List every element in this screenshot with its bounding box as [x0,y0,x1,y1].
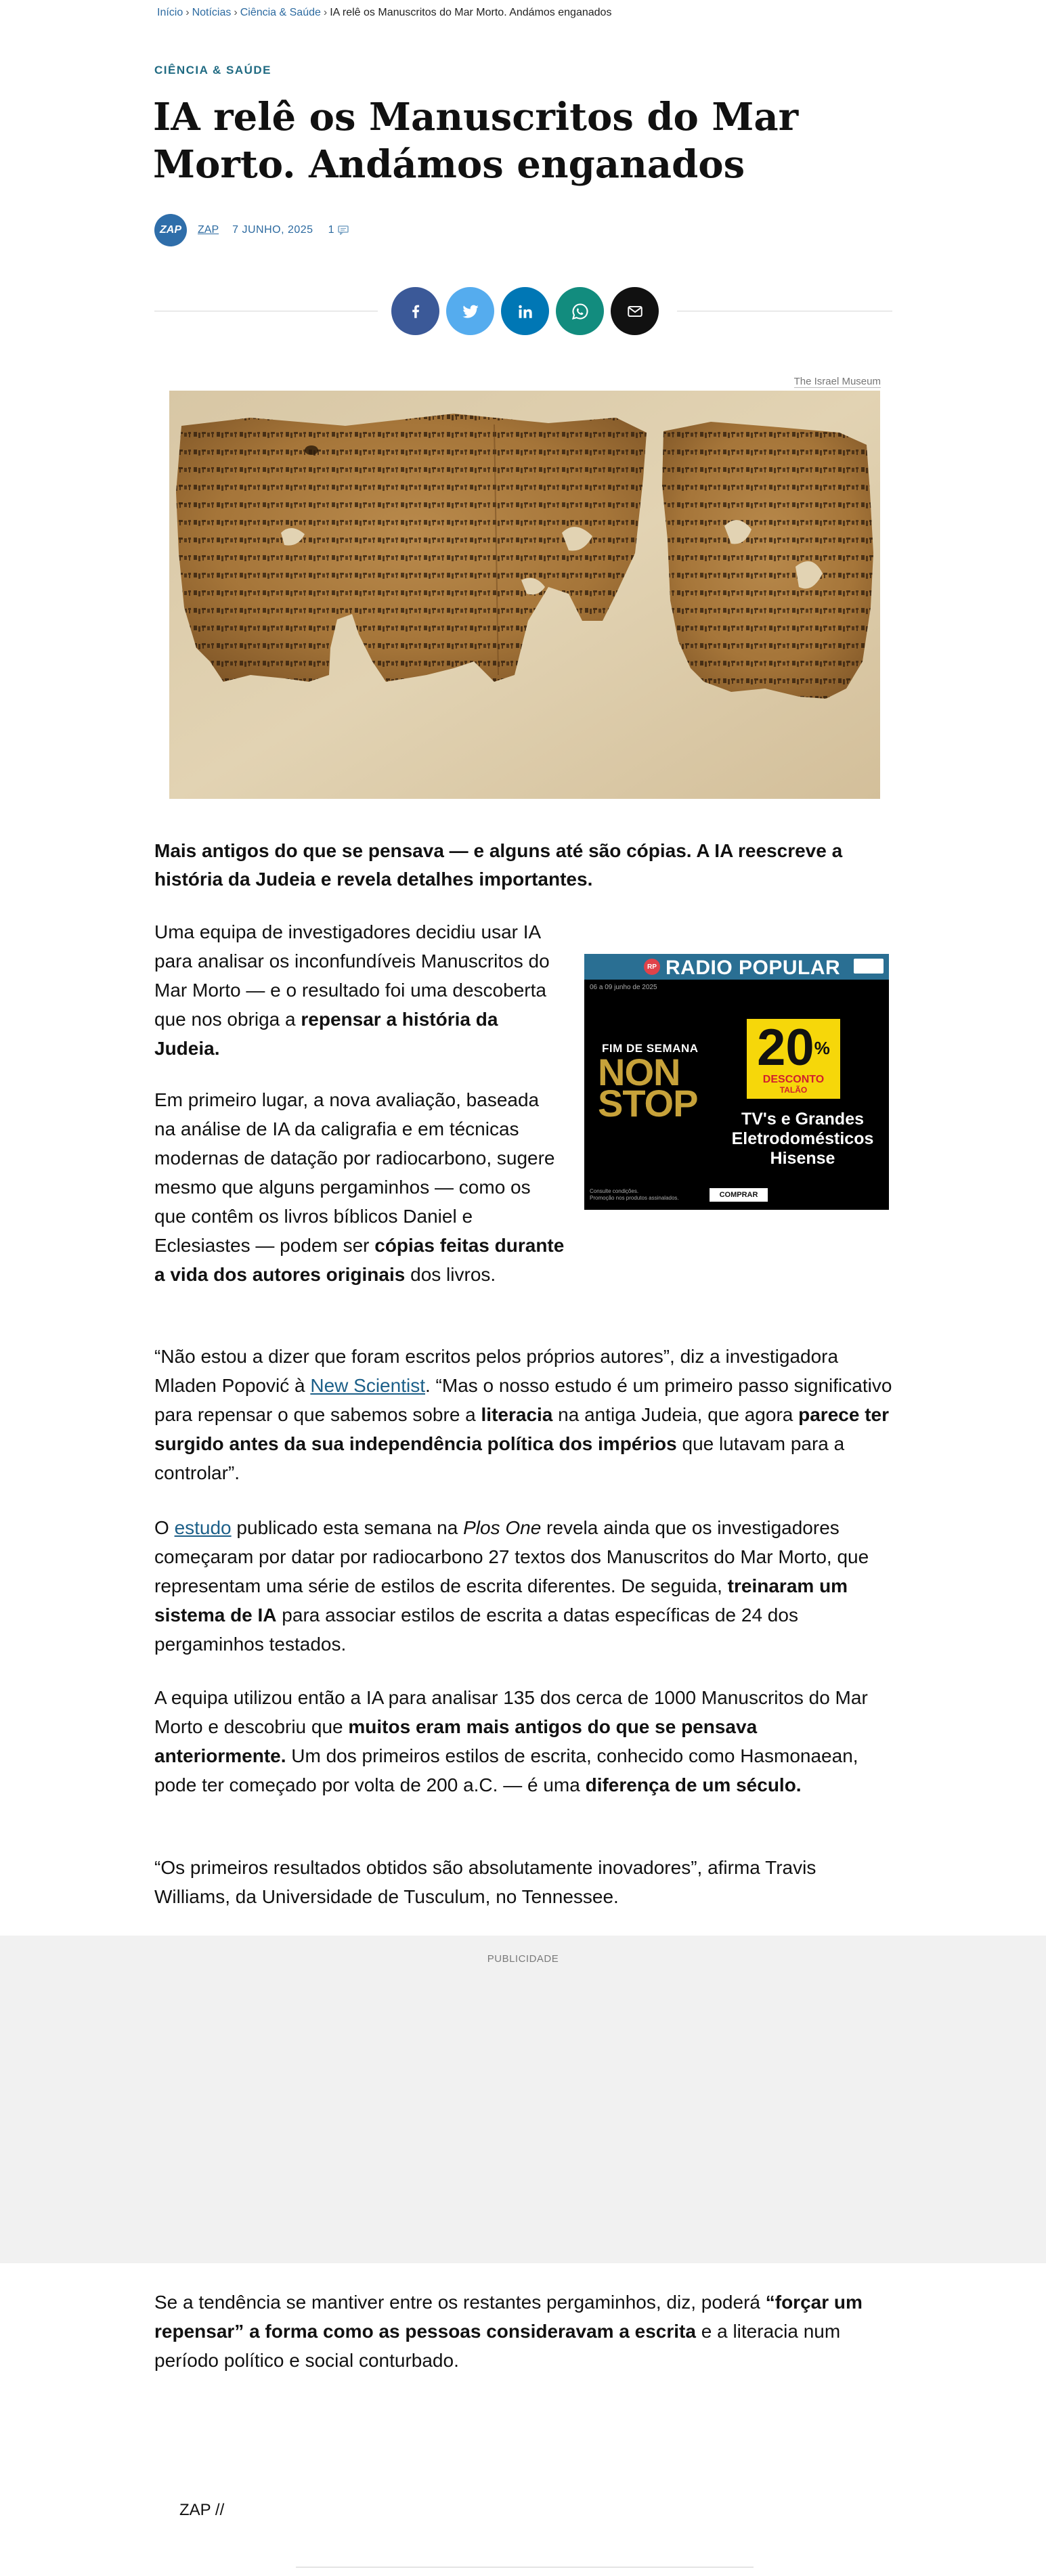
paragraph-text: A equipa utilizou então a IA para analisar 135 dos cerca de 1000 Manuscritos do Mar Morto e descobriu que [154,1687,868,1737]
share-twitter-button[interactable] [446,287,494,335]
ad-nonstop-logo [598,1051,698,1125]
breadcrumb-current: IA relê os Manuscritos do Mar Morto. Andámos enganados [330,7,612,18]
share-linkedin-button[interactable] [501,287,549,335]
comments-link[interactable] [328,224,349,236]
ad-offer-brand: Hisense [770,1149,835,1168]
ad-discount-label-2: TALÃO [779,1085,808,1095]
ad-offer-line: TV's e Grandes [741,1110,865,1129]
article-byline [154,214,349,246]
paragraph-text: Um dos primeiros estilos de escrita, conhecido como Hasmonaean, pode ter começado por volta de 200 a.C. — é uma [154,1745,858,1795]
article-paragraph [154,1513,892,1659]
paragraph-emphasis: cópias feitas durante a vida dos autores originais [154,1235,565,1285]
paragraph-text: revela ainda que os investigadores começaram por datar por radiocarbono 27 textos dos Manuscritos do Mar Morto, que representam uma série de estilos de escrita diferentes. De seguida, [154,1517,869,1596]
share-email-button[interactable] [611,287,659,335]
ad-discount-label: DESCONTO [762,1074,825,1085]
article-paragraph [154,917,565,1063]
paragraph-text: dos livros. [405,1264,496,1285]
ad-discount-value: 20 [757,1019,814,1076]
breadcrumb-home-link[interactable]: Início [157,7,183,18]
divider [296,2567,754,2568]
ad-offer-line: Eletrodomésticos [731,1129,874,1148]
linkedin-icon [517,303,534,320]
share-bar [154,287,892,336]
paragraph-text: publicado esta semana na [231,1517,464,1538]
ad-brand-name: RADIO POPULAR [666,957,841,979]
breadcrumb-separator: › [234,7,238,18]
breadcrumb-news-link[interactable]: Notícias [192,7,232,18]
paragraph-text: e a literacia num período político e social conturbado. [154,2321,841,2371]
paragraph-text: Uma equipa de investigadores decidiu usar IA para analisar os inconfundíveis Manuscritos do Mar Morto — e o resultado foi uma descoberta que nos obriga a [154,921,550,1030]
journal-name: Plos One [463,1517,542,1538]
article-lead: Mais antigos do que se pensava — e alguns até são cópias. A IA reescreve a história da Judeia e revela detalhes importantes. [154,840,843,890]
breadcrumb-separator: › [186,7,190,18]
ad-fine-print-line: Promoção nos produtos assinalados. [590,1195,679,1201]
study-link[interactable]: estudo [174,1517,232,1538]
breadcrumb-separator: › [323,7,328,18]
paragraph-emphasis: repensar a história da Judeia. [154,1009,498,1059]
paragraph-text: para associar estilos de escrita a datas específicas de 24 dos pergaminhos testados. [154,1604,798,1655]
ad-offer [730,1110,875,1169]
publish-date: 7 JUNHO, 2025 [232,224,313,236]
ad-fine-print-line: Consulte condições. [590,1188,639,1194]
whatsapp-icon [571,302,590,321]
ad-discount-badge [747,1019,840,1099]
paragraph-text: . “Mas o nosso estudo é um primeiro passo significativo para repensar o que sabemos sobre a [154,1375,892,1425]
paragraph-emphasis: diferença de um século. [585,1774,802,1795]
new-scientist-link[interactable]: New Scientist [310,1375,425,1396]
paragraph-text: “Não estou a dizer que foram escritos pelos próprios autores”, diz a investigadora Mladen Popović à [154,1346,839,1396]
article-category-link[interactable]: CIÊNCIA & SAÚDE [154,64,271,77]
article-signature: ZAP // [179,2501,225,2519]
ad-choices-icon[interactable] [854,959,884,974]
author-avatar[interactable]: ZAP [154,214,187,246]
advertisement-slot [0,1936,1046,2263]
advertisement-label: PUBLICIDADE [487,1953,559,1965]
ad-fine-print [590,1188,679,1202]
paragraph-emphasis: treinaram um sistema de IA [154,1575,848,1625]
paragraph-emphasis: parece ter surgido antes da sua independência política dos impérios [154,1404,889,1454]
paragraph-emphasis: literacia [481,1404,553,1425]
article-paragraph: “Os primeiros resultados obtidos são absolutamente inovadores”, afirma Travis Williams, da Universidade de Tusculum, no Tennessee. [154,1857,816,1907]
photo-credit-link[interactable]: The Israel Museum [793,376,881,387]
facebook-icon [407,303,424,320]
ad-nonstop-line: NON [598,1051,680,1093]
author-link[interactable]: ZAP [198,224,219,236]
twitter-icon [461,302,480,321]
ad-headline: FIM DE SEMANA [602,1042,699,1055]
paragraph-text: Se a tendência se mantiver entre os restantes pergaminhos, diz, poderá [154,2292,766,2313]
paragraph-emphasis: muitos eram mais antigos do que se pensava anteriormente. [154,1716,758,1766]
article-paragraph [154,2288,892,2375]
email-icon [626,303,644,320]
ad-dates: 06 a 09 junho de 2025 [590,984,657,991]
paragraph-text: Em primeiro lugar, a nova avaliação, baseada na análise de IA da caligrafia e em técnicas modernas de datação por radiocarbono, sugere mesmo que alguns pergaminhos — como os que contêm os livros bíblicos Daniel e Eclesiastes — podem ser [154,1089,555,1256]
paragraph-text: O [154,1517,175,1538]
paragraph-text: que lutavam para a controlar”. [154,1433,845,1483]
article-paragraph [154,1683,892,1799]
breadcrumb [157,7,611,19]
ad-buy-button[interactable]: COMPRAR [710,1188,768,1202]
article-title: IA relê os Manuscritos do Mar Morto. Andámos enganados [153,95,799,187]
ad-radio-popular[interactable] [584,954,889,1210]
article-paragraph [154,1085,565,1289]
comment-icon [338,225,349,235]
paragraph-emphasis: “forçar um repensar” a forma como as pessoas consideravam a escrita [154,2292,863,2342]
comment-count: 1 [328,224,334,236]
paragraph-text: na antiga Judeia, que agora [552,1404,799,1425]
breadcrumb-section-link[interactable]: Ciência & Saúde [240,7,321,18]
share-facebook-button[interactable] [391,287,439,335]
share-whatsapp-button[interactable] [556,287,604,335]
article-paragraph [154,1342,892,1487]
hero-image-dead-sea-scroll [169,391,880,799]
ad-brand-logo: RP [644,959,660,975]
ad-nonstop-line: STOP [598,1082,698,1125]
ad-discount-percent: % [814,1038,830,1058]
